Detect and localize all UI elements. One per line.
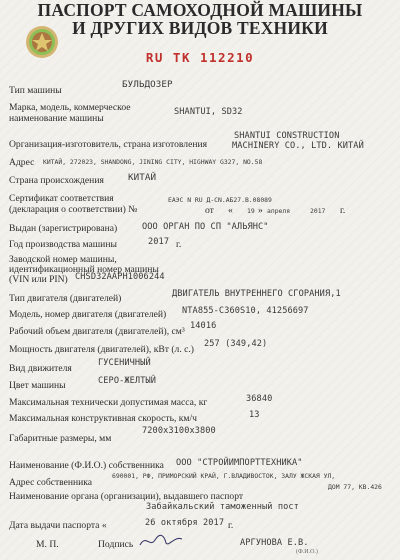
certificate-close-quote: » (258, 205, 263, 216)
power-label: Мощность двигателя (двигателей), кВт (л. с.) (9, 344, 194, 355)
displacement-value: 14016 (190, 321, 217, 331)
drive-label: Вид движителя (9, 363, 72, 374)
certificate-year-suffix: г. (340, 205, 346, 216)
certificate-number: ЕАЭС N RU Д-CN.АБ27.В.08089 (168, 196, 272, 204)
year-built-value: 2017 (148, 237, 170, 247)
issuing-authority-label: Наименование органа (организации), выдавшего паспорт (9, 491, 244, 502)
certificate-month: апреля (267, 207, 291, 215)
dimensions-label: Габаритные размеры, мм (9, 433, 112, 444)
serial-number-label-line3: (VIN или PIN) (9, 274, 68, 285)
manufacturer-value-line1: SHANTUI CONSTRUCTION (234, 131, 340, 141)
signatory-caption: (Ф.И.О.) (296, 549, 318, 555)
stamp-place-label: М. П. (36, 539, 59, 550)
certificate-day: 19 (247, 207, 255, 215)
issued-by-label: Выдан (зарегистрирована) (9, 223, 118, 234)
origin-country-value: КИТАЙ (128, 172, 157, 183)
address-label: Адрес (9, 157, 35, 168)
dimensions-value: 7200x3100x3800 (142, 426, 216, 436)
max-mass-label: Максимальная технически допустимая масса, кг (9, 397, 208, 408)
machine-type-value: БУЛЬДОЗЕР (122, 79, 173, 90)
color-label: Цвет машины (9, 380, 66, 391)
issue-date-suffix: г. (228, 520, 234, 531)
issue-date-label: Дата выдачи паспорта « (9, 520, 107, 531)
certificate-label-line1: Сертификат соответствия (9, 193, 114, 204)
max-speed-label: Максимальная конструктивная скорость, км/ч (9, 413, 197, 424)
signatory-name: АРГУНОВА Е.В. (240, 538, 309, 548)
engine-type-value: ДВИГАТЕЛЬ ВНУТРЕННЕГО СГОРАНИЯ,1 (172, 289, 341, 299)
serial-number-value: CHSD32AAPH1006244 (75, 272, 165, 282)
year-built-label: Год производства машины (9, 239, 117, 250)
issue-date-value: 26 октября 2017 (145, 518, 225, 528)
owner-label: Наименование (Ф.И.О.) собственника (9, 460, 164, 471)
document-title-line2: И ДРУГИХ ВИДОВ ТЕХНИКИ (72, 18, 328, 38)
origin-country-label: Страна происхождения (9, 175, 104, 186)
year-built-suffix: г. (176, 239, 182, 250)
passport-serial-number: RU TK 112210 (145, 50, 255, 65)
owner-address-label: Адрес собственника (9, 477, 93, 488)
certificate-open-quote: « (228, 205, 233, 216)
machine-type-label: Тип машины (9, 85, 62, 96)
issuing-authority-value: Забайкальский таможенный пост (146, 502, 299, 512)
signature-label: Подпись (98, 539, 134, 550)
handwritten-signature-icon (138, 532, 184, 550)
manufacturer-value-line2: MACHINERY CO., LTD. КИТАЙ (232, 141, 364, 151)
document-title-line1: ПАСПОРТ САМОХОДНОЙ МАШИНЫ (37, 0, 363, 20)
drive-value: ГУСЕНИЧНЫЙ (98, 358, 151, 368)
owner-address-line2: ДОМ 77, КВ.426 (328, 483, 382, 491)
issued-by-value: ООО ОРГАН ПО СП "АЛЬЯНС" (142, 222, 269, 232)
displacement-label: Рабочий объем двигателя (двигателей), см³ (9, 326, 185, 337)
serial-number-label-line1: Заводской номер машины, (9, 254, 117, 265)
manufacturer-label: Организация-изготовитель, страна изготовления (9, 139, 208, 150)
serial-number-label-line2: идентификационный номер машины (9, 264, 159, 275)
certificate-from-label: от (205, 205, 214, 216)
certificate-year: 2017 (310, 207, 326, 215)
color-value: СЕРО-ЖЕЛТЫЙ (98, 376, 157, 386)
address-value: КИТАЙ, 272023, SHANDONG, JINING CITY, HIGHWAY G327, NO.58 (43, 158, 263, 166)
max-speed-value: 13 (249, 410, 260, 420)
make-model-value: SHANTUI, SD32 (174, 107, 243, 117)
engine-number-value: NTA855-C360S10, 41256697 (182, 306, 309, 316)
certificate-label-line2: (декларация о соответствии) № (9, 204, 138, 215)
max-mass-value: 36840 (246, 394, 273, 404)
engine-number-label: Модель, номер двигателя (двигателей) (9, 309, 167, 320)
make-model-label-line1: Марка, модель, коммерческое (9, 102, 131, 113)
power-value: 257 (349,42) (204, 339, 268, 349)
owner-address-line1: 690001, РФ, ПРИМОРСКИЙ КРАЙ, Г.ВЛАДИВОСТОК, ЗАЛУ ЖСКАЯ УЛ, (112, 472, 336, 480)
engine-type-label: Тип двигателя (двигателей) (9, 293, 122, 304)
make-model-label-line2: наименование машины (9, 113, 104, 124)
owner-value: ООО "СТРОЙИМПОРТТЕХНИКА" (176, 458, 303, 468)
